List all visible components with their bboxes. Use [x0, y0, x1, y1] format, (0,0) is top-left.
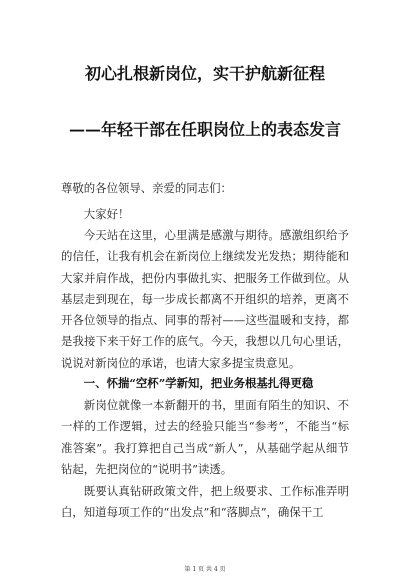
page-number-footer: 第 1 页 共 4 页: [184, 566, 226, 573]
document-subtitle: ——年轻干部在任职岗位上的表态发言: [68, 120, 341, 139]
paragraph-section1-a: 新岗位就像一本新翻开的书，里面有陌生的知识、不一样的工作逻辑，过去的经验只能当“参考”，不能当“标准答案”。我打算把自己当成“新人”，从基础学起从细节钻起，先把岗位的“说明书”读透。: [61, 398, 349, 476]
salutation: 尊敬的各位领导、亲爱的同志们：: [61, 181, 232, 195]
document-title: 初心扎根新岗位，实干护航新征程: [84, 64, 325, 83]
greeting: 大家好！: [83, 207, 130, 221]
paragraph-section1-b: 既要认真钻研政策文件，把上级要求、工作标准弄明白，知道每项工作的“出发点”和“落脚点”，确保干工: [61, 484, 349, 520]
section-heading-1: 一、怀揣“空杯”学新知，把业务根基扎得更稳: [83, 376, 314, 390]
paragraph-intro: 今天站在这里，心里满是感激与期待。感激组织给予的信任，让我有机会在新岗位上继续发光发热；期待能和大家并肩作战，把份内事做扎实、把服务工作做到位。从基层走到现在，每一步成长都离不开组织的培养，更离不开各位领导的指点、同事的帮衬——这些温暖和支持，都是我接下来干好工作的底气。今天，我想以几句心里话，说说对新岗位的承诺，也请大家多提宝贵意见。: [61, 228, 349, 370]
